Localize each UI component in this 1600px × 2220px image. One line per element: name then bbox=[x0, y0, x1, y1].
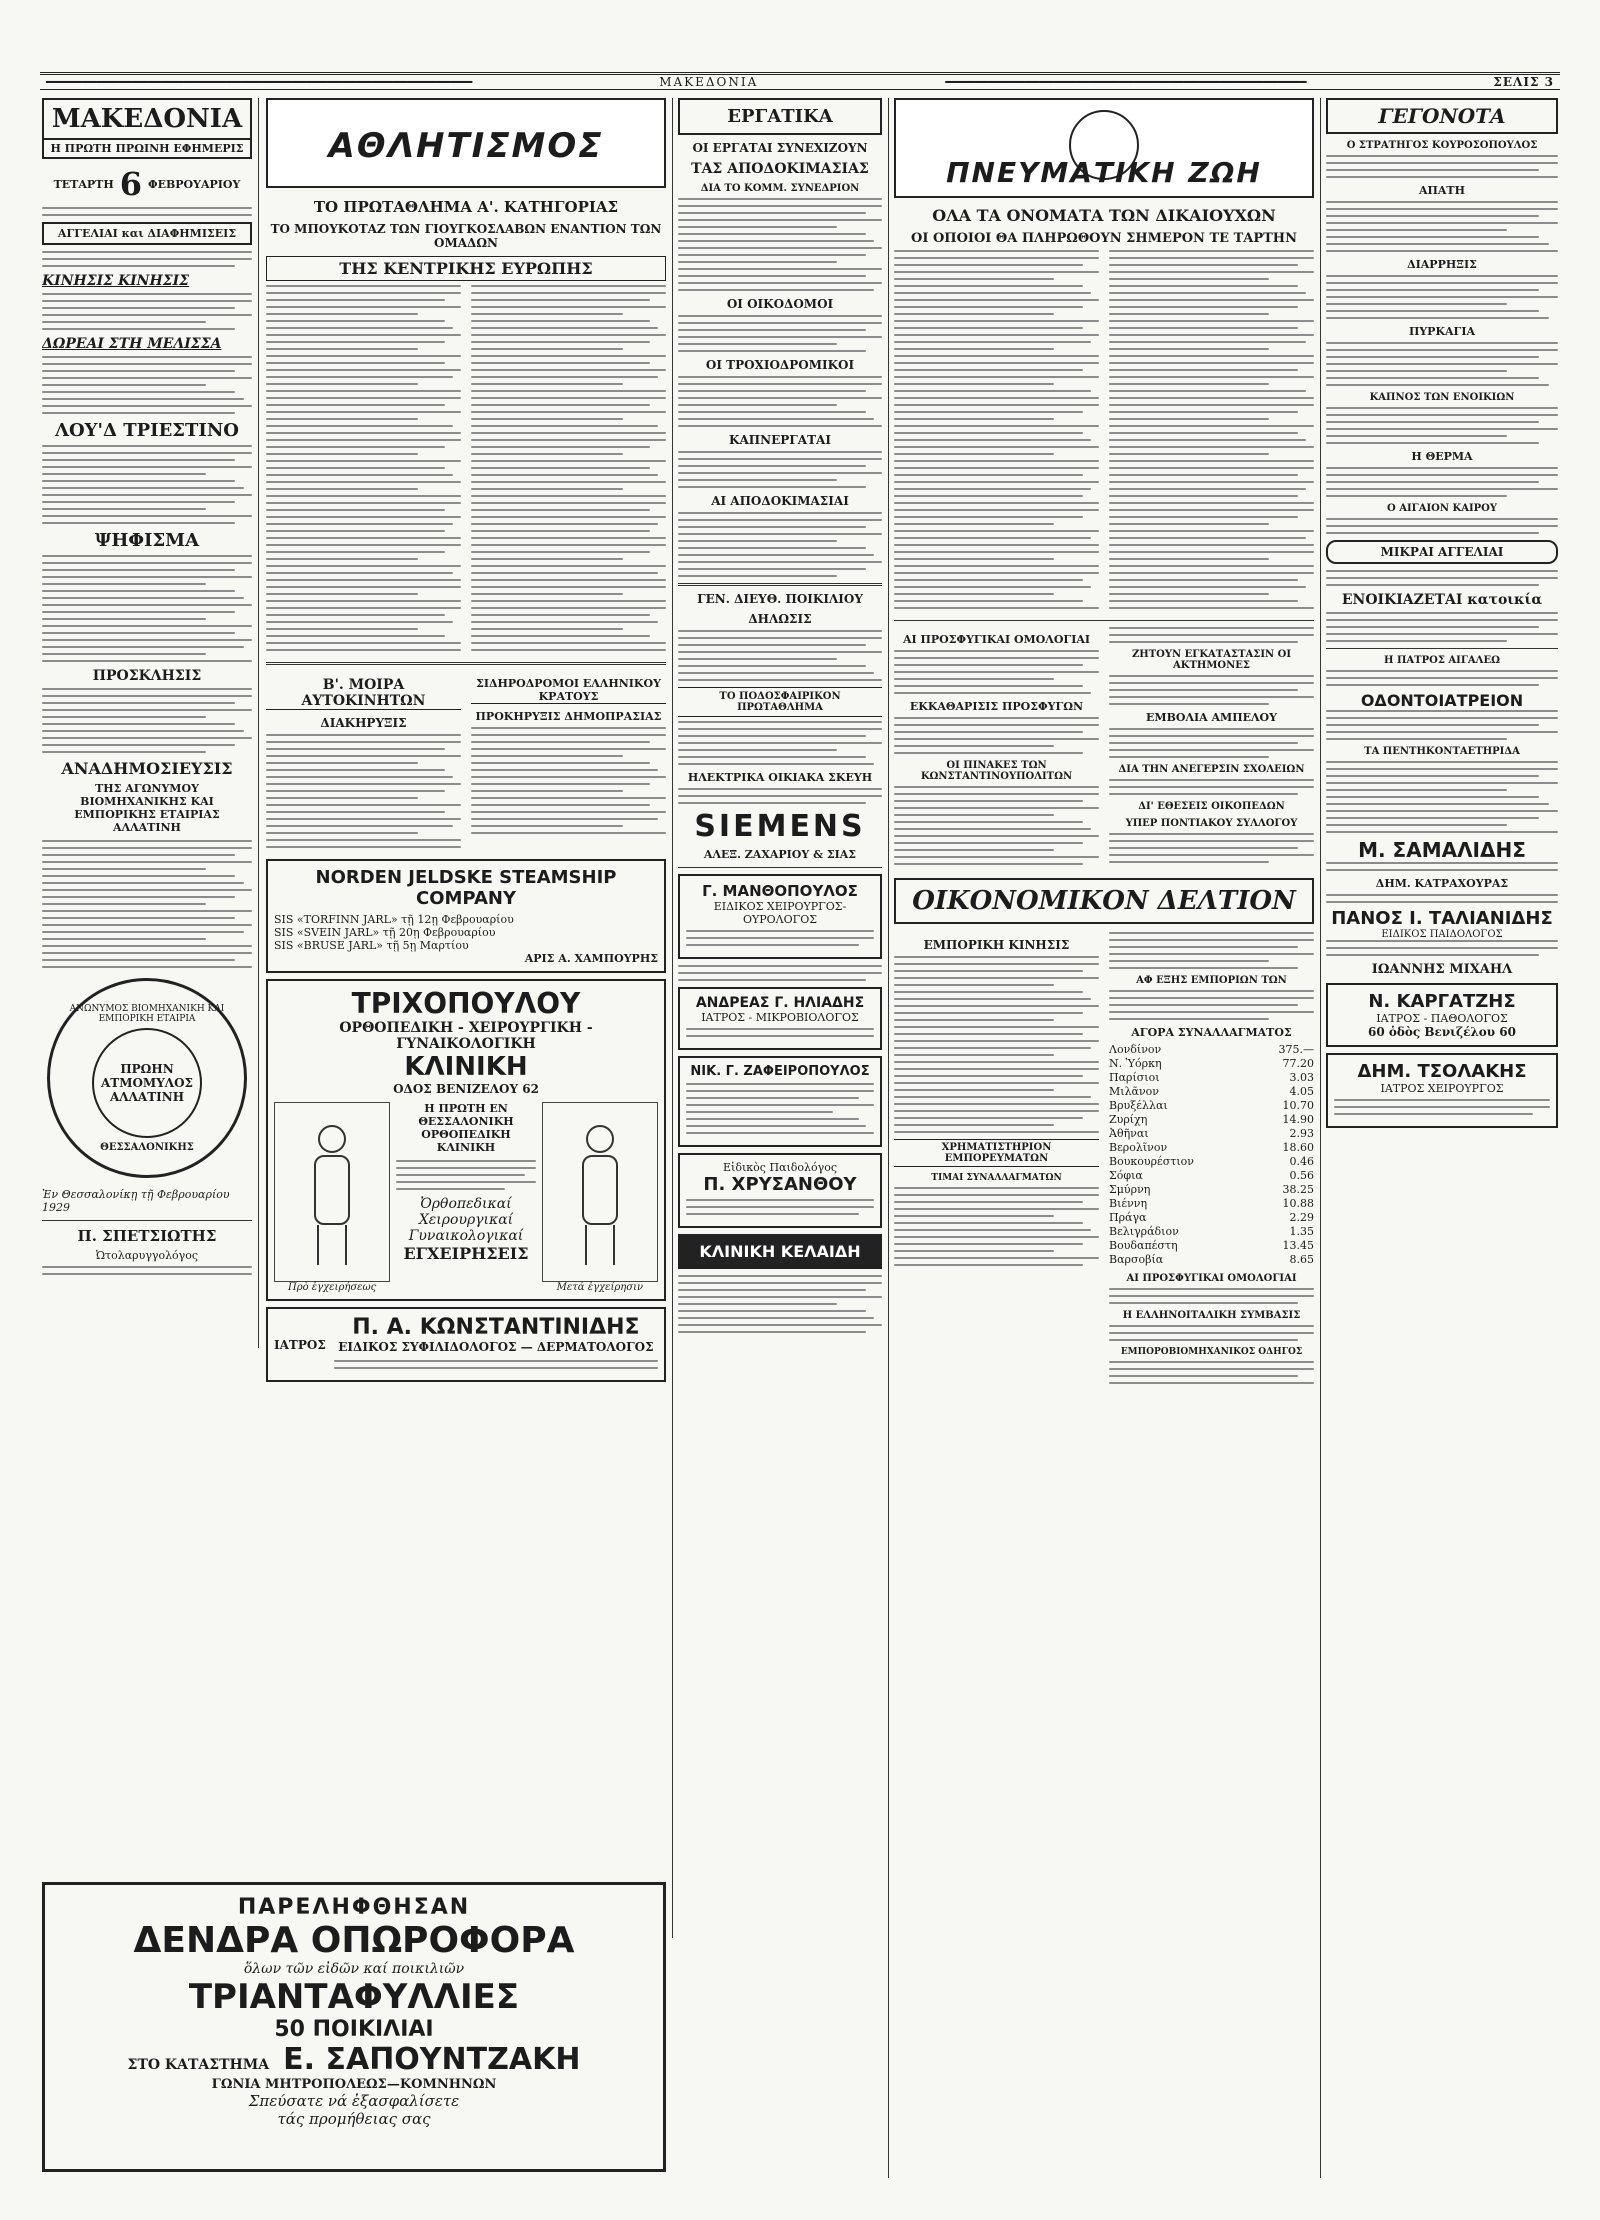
rate-city: Βελιγράδιον bbox=[1109, 1225, 1179, 1238]
chrysanthou-name: Π. ΧΡΥΣΑΝΘΟΥ bbox=[703, 1174, 857, 1195]
body-text bbox=[678, 1275, 882, 1333]
clinic-address: ΟΔΟΣ ΒΕΝΙΖΕΛΟΥ 62 bbox=[393, 1082, 539, 1096]
body-text bbox=[686, 930, 874, 946]
heading-kapnos: ΚΑΠΝΟΣ ΤΩΝ ΕΝΟΙΚΙΩΝ bbox=[1369, 392, 1515, 403]
kelaidi-ad bbox=[678, 1234, 882, 1269]
body-text bbox=[1326, 275, 1558, 319]
exchange-rate-row bbox=[1109, 1141, 1314, 1155]
news-row bbox=[894, 627, 1314, 870]
manthopoulos-specialty: ΕΙΔΙΚΟΣ ΧΕΙΡΟΥΡΓΟΣ-ΟΥΡΟΛΟΓΟΣ bbox=[713, 900, 847, 926]
talianidis-name: ΠΑΝΟΣ Ι. ΤΑΛΙΑΝΙΔΗΣ bbox=[1331, 908, 1553, 929]
seal-city: ΘΕΣΣΑΛΟΝΙΚΗΣ bbox=[100, 1141, 194, 1153]
rate-value: 0.46 bbox=[1289, 1155, 1314, 1168]
norden-title: NORDEN JELDSKE STEAMSHIP bbox=[315, 867, 617, 888]
rate-value: 2.93 bbox=[1289, 1127, 1314, 1140]
kargatzis-ad bbox=[1326, 983, 1558, 1047]
zafeiropoulos-name: ΝΙΚ. Γ. ΖΑΦΕΙΡΟΠΟΥΛΟΣ bbox=[690, 1064, 870, 1079]
column-3 bbox=[678, 98, 882, 2178]
body-text bbox=[1326, 710, 1558, 740]
headline-3: ΤΗΣ ΚΕΝΤΡΙΚΗΣ ΕΥΡΩΠΗΣ bbox=[266, 256, 666, 281]
divider bbox=[1326, 648, 1558, 649]
body-text bbox=[1334, 1099, 1550, 1115]
heading-moira: Β'. ΜΟΙΡΑ ΑΥΤΟΚΙΝΗΤΩΝ bbox=[266, 677, 461, 710]
economic-right bbox=[1109, 932, 1314, 1389]
masthead: ΜΑΚΕΔΟΝΙΑ bbox=[42, 98, 252, 140]
body-text bbox=[42, 251, 252, 267]
patient-figure bbox=[297, 1125, 367, 1275]
body-text bbox=[1109, 627, 1314, 643]
talianidis-specialty: ΕΙΔΙΚΟΣ ΠΑΙΔΟΛΟΓΟΣ bbox=[1381, 929, 1503, 940]
clinic-body bbox=[274, 1102, 658, 1293]
kelaidi-name: ΚΛΙΝΙΚΗ ΚΕΛΑΙΔΗ bbox=[699, 1242, 861, 1261]
body-text bbox=[678, 315, 882, 352]
body-text bbox=[42, 207, 252, 216]
heading-diarrixis: ΔΙΑΡΡΗΞΙΣ bbox=[1407, 258, 1477, 271]
spiritual-life-banner bbox=[894, 98, 1314, 198]
ad-store-line bbox=[55, 2042, 653, 2077]
rail-notice bbox=[471, 671, 666, 853]
body-text bbox=[678, 512, 882, 577]
heading-apodokimasiai: ΑΙ ΑΠΟΔΟΚΙΜΑΣΙΑΙ bbox=[711, 494, 849, 508]
manthopoulos-name: Γ. ΜΑΝΘΟΠΟΥΛΟΣ bbox=[702, 882, 858, 900]
konst-body bbox=[334, 1315, 658, 1374]
exchange-rate-row bbox=[1109, 1225, 1314, 1239]
heading-anadimosieusis-sub: ΤΗΣ ΑΓΩΝΥΜΟΥ ΒΙΟΜΗΧΑΝΙΚΗΣ ΚΑΙ ΕΜΠΟΡΙΚΗΣ ΕΤΑΙΡΙΑΣ ΑΛΛΑΤΙΝΗ bbox=[74, 782, 220, 834]
body-text bbox=[266, 285, 461, 656]
small-ads-banner: ΜΙΚΡΑΙ ΑΓΓΕΛΙΑΙ bbox=[1326, 540, 1558, 564]
company-seal bbox=[47, 978, 247, 1178]
kargatzis-address: 60 ὁδὸς Βενιζέλου 60 bbox=[1368, 1025, 1516, 1039]
ad-line-6b: Ε. ΣΑΠΟΥΝΤΖΑΚΗ bbox=[283, 2042, 581, 2077]
dentist-name: ΟΔΟΝΤΟΙΑΤΡΕΙΟΝ bbox=[1360, 691, 1524, 710]
zafeiropoulos-ad bbox=[678, 1056, 882, 1147]
heading-odigos: ΕΜΠΟΡΟΒΙΟΜΗΧΑΝΙΚΟΣ ΟΔΗΓΟΣ bbox=[1120, 1347, 1303, 1357]
body-text bbox=[1109, 728, 1314, 758]
rate-city: Σμύρνη bbox=[1109, 1183, 1151, 1196]
seal-inner-text: ΠΡΩΗΝ ΑΤΜΟΜΥΛΟΣ ΑΛΛΑΤΙΝΗ bbox=[100, 1061, 194, 1104]
body-text bbox=[686, 1083, 874, 1134]
manthopoulos-ad bbox=[678, 874, 882, 959]
body-text bbox=[1326, 518, 1558, 534]
body-text bbox=[471, 727, 666, 834]
ad-line-2: ΔΕΝΔΡΑ ΟΠΩΡΟΦΟΡΑ bbox=[133, 1920, 575, 1961]
exchange-rate-row bbox=[1109, 1239, 1314, 1253]
heading-dilosis: ΔΗΛΩΣΙΣ bbox=[748, 612, 812, 626]
heading-pinakes: ΟΙ ΠΙΝΑΚΕΣ ΤΩΝ ΚΩΝΣΤΑΝΤΙΝΟΥΠΟΛΙΤΩΝ bbox=[920, 760, 1073, 782]
clinic-op-3: Γυναικολογικαί bbox=[408, 1228, 524, 1244]
rate-city: Βερολῖνον bbox=[1109, 1141, 1168, 1154]
headline-1: ΟΙ ΕΡΓΑΤΑΙ ΣΥΝΕΧΙΖΟΥΝ bbox=[692, 141, 868, 155]
norden-sailing-3: SIS «BRUSE JARL» τῇ 5ῃ Μαρτίου bbox=[274, 939, 469, 952]
divider bbox=[678, 867, 882, 868]
doctor-specialty: Ὠτολαρυγγολόγος bbox=[95, 1249, 199, 1262]
heading-prosfygikai: ΑΙ ΠΡΟΣΦΥΓΙΚΑΙ ΟΜΟΛΟΓΙΑΙ bbox=[902, 633, 1091, 646]
mixail-name: ΙΩΑΝΝΗΣ ΜΙΧΑΗΛ bbox=[1371, 962, 1513, 977]
headline-2: ΤΑΣ ΑΠΟΔΟΚΙΜΑΣΙΑΣ bbox=[691, 161, 869, 177]
body-text bbox=[1326, 467, 1558, 497]
body-text bbox=[1326, 894, 1558, 903]
spiritual-life-title: ΠΝΕΥΜΑΤΙΚΗ ΖΩΗ bbox=[946, 156, 1262, 189]
article-columns bbox=[266, 285, 666, 656]
body-text bbox=[1326, 670, 1558, 686]
body-text bbox=[1326, 201, 1558, 252]
ad-line-5: 50 ΠΟΙΚΙΛΙΑΙ bbox=[274, 2017, 434, 2042]
body-text bbox=[42, 555, 252, 662]
iliadis-specialty: ΙΑΤΡΟΣ - ΜΙΚΡΟΒΙΟΛΟΓΟΣ bbox=[701, 1011, 859, 1024]
news-right bbox=[1109, 627, 1314, 870]
rate-value: 375.— bbox=[1278, 1043, 1314, 1056]
header-rule-left: ━━━━━━━━━━━━━━━━━━━━━━━━━━━━━━━━━━━━━━━━━━━━━━━━━━━━━━━━━━━ bbox=[46, 75, 473, 89]
body-text bbox=[686, 1028, 874, 1037]
heading-ekkatharisi: ΕΚΚΑΘΑΡΙΣΙΣ ΠΡΟΣΦΥΓΩΝ bbox=[909, 700, 1084, 713]
rate-city: Ζυρίχη bbox=[1109, 1113, 1148, 1126]
heading-kapnergatai: ΚΑΠΝΕΡΓΑΤΑΙ bbox=[729, 433, 831, 447]
heading-pentikontaetiris: ΤΑ ΠΕΝΤΗΚΟΝΤΑΕΤΗΡΙΔΑ bbox=[1364, 746, 1520, 757]
body-text bbox=[42, 445, 252, 524]
body-text bbox=[42, 1266, 252, 1275]
ad-line-6a: ΣΤΟ ΚΑΤΑΣΤΗΜΑ bbox=[127, 2057, 270, 2073]
page-number: ΣΕΛΙΣ 3 bbox=[1493, 75, 1554, 89]
kargatzis-specialty: ΙΑΤΡΟΣ - ΠΑΘΟΛΟΓΟΣ bbox=[1376, 1012, 1508, 1025]
heading-tourkia: ΑΦ ΕΞΗΣ ΕΜΠΟΡΙΩΝ ΤΩΝ bbox=[1136, 975, 1287, 986]
rate-city: Βουκουρέστιον bbox=[1109, 1155, 1194, 1168]
body-text bbox=[1326, 612, 1558, 642]
heading-apati: ΑΠΑΤΗ bbox=[1418, 184, 1466, 197]
rate-city: Βιέννη bbox=[1109, 1197, 1148, 1210]
iliadis-ad bbox=[678, 987, 882, 1050]
body-text bbox=[42, 356, 252, 414]
body-text bbox=[1109, 990, 1314, 1020]
body-text bbox=[42, 688, 252, 753]
body-text bbox=[471, 285, 666, 656]
body-text bbox=[894, 956, 1099, 1133]
rate-value: 2.29 bbox=[1289, 1211, 1314, 1224]
rate-city: Πράγα bbox=[1109, 1211, 1147, 1224]
electric-heading: ΗΛΕΚΤΡΙΚΑ ΟΙΚΙΑΚΑ ΣΚΕΥΗ bbox=[687, 771, 873, 784]
signed-date: Ἐν Θεσσαλονίκῃ τῇ Φεβρουαρίου 1929 bbox=[42, 1188, 230, 1214]
patient-figure bbox=[565, 1125, 635, 1275]
rate-value: 14.90 bbox=[1282, 1113, 1314, 1126]
header-title: ΜΑΚΕΔΟΝΙΑ bbox=[659, 75, 759, 89]
heading-kourosopoulos: Ο ΣΤΡΑΤΗΓΟΣ ΚΟΥΡΟΣΟΠΟΥΛΟΣ bbox=[1346, 140, 1538, 151]
article-columns bbox=[894, 250, 1314, 614]
tsolakis-name: ΔΗΜ. ΤΣΟΛΑΚΗΣ bbox=[1357, 1061, 1527, 1082]
events-section: ΓΕΓΟΝΟΤΑ bbox=[1326, 98, 1558, 134]
body-text bbox=[686, 1199, 874, 1215]
katraxouras-name: ΔΗΜ. ΚΑΤΡΑΧΟΥΡΑΣ bbox=[1375, 877, 1509, 890]
headline-1: ΤΟ ΠΡΩΤΑΘΛΗΜΑ Α'. ΚΑΤΗΓΟΡΙΑΣ bbox=[313, 198, 619, 216]
exchange-rate-row bbox=[1109, 1113, 1314, 1127]
notices-row bbox=[266, 671, 666, 853]
body-text bbox=[678, 788, 882, 804]
economic-row bbox=[894, 932, 1314, 1389]
konst-prefix: ΙΑΤΡΟΣ bbox=[274, 1337, 326, 1352]
norden-company: COMPANY bbox=[416, 888, 516, 909]
column-rule bbox=[672, 98, 673, 1938]
siemens-agent: ΑΛΕΞ. ΖΑΧΑΡΙΟΥ & ΣΙΑΣ bbox=[703, 848, 857, 861]
heading-rail-sub: ΠΡΟΚΗΡΥΞΙΣ ΔΗΜΟΠΡΑΣΙΑΣ bbox=[475, 710, 662, 723]
rent-heading: ΕΝΟΙΚΙΑΖΕΤΑΙ κατοικία bbox=[1341, 592, 1543, 608]
rate-value: 77.20 bbox=[1282, 1057, 1314, 1070]
ad-line-1: ΠΑΡΕΛΗΦΘΗΣΑΝ bbox=[237, 1895, 471, 1920]
divider bbox=[42, 1220, 252, 1221]
heading-proklisis: ΠΡΟΣΚΛΗΣΙΣ bbox=[92, 668, 202, 684]
doctor-name: Π. ΣΠΕΤΣΙΩΤΗΣ bbox=[77, 1227, 217, 1245]
body-text bbox=[42, 293, 252, 330]
heading-emvolia: ΕΜΒΟΛΙΑ ΑΜΠΕΛΟΥ bbox=[1146, 711, 1277, 724]
clinic-op-1: Ὀρθοπεδικαί bbox=[420, 1196, 512, 1212]
economic-bulletin-banner: ΟΙΚΟΝΟΜΙΚΟΝ ΔΕΛΤΙΟΝ bbox=[894, 878, 1314, 924]
heading-oikodomoi: ΟΙ ΟΙΚΟΔΟΜΟΙ bbox=[726, 297, 834, 311]
exchange-rate-row bbox=[1109, 1071, 1314, 1085]
headline-2: ΟΙ ΟΠΟΙΟΙ ΘΑ ΠΛΗΡΩΘΟΥΝ ΣΗΜΕΡΟΝ ΤΕ ΤΑΡΤΗΝ bbox=[911, 231, 1297, 246]
heading-movement: ΚΙΝΗΣΙΣ ΚΙΝΗΣΙΣ bbox=[42, 273, 190, 289]
exchange-rate-row bbox=[1109, 1197, 1314, 1211]
clinic-illustration bbox=[274, 1102, 390, 1282]
body-text bbox=[1109, 1361, 1314, 1384]
date-day: ΤΕΤΑΡΤΗ bbox=[53, 177, 114, 191]
rate-value: 1.35 bbox=[1289, 1225, 1314, 1238]
sports-banner bbox=[266, 98, 666, 188]
body-text bbox=[42, 840, 252, 968]
clinic-text bbox=[396, 1102, 536, 1293]
rate-city: Βρυξέλλαι bbox=[1109, 1099, 1168, 1112]
body-text bbox=[1326, 570, 1558, 586]
rate-city: Λονδίνον bbox=[1109, 1043, 1162, 1056]
body-text bbox=[678, 721, 882, 765]
exchange-rate-row bbox=[1109, 1155, 1314, 1169]
body-text bbox=[678, 965, 882, 981]
body-text bbox=[334, 1360, 658, 1369]
clinic-figure-before bbox=[274, 1102, 390, 1293]
date-number: 6 bbox=[119, 165, 143, 203]
heading-pyrkagia: ΠΥΡΚΑΓΙΑ bbox=[1408, 325, 1476, 338]
column-rule bbox=[888, 98, 889, 2178]
rate-value: 18.60 bbox=[1282, 1141, 1314, 1154]
ads-info-box: ΑΓΓΕΛΙΑΙ και ΔΙΑΦΗΜΙΣΕΙΣ bbox=[42, 222, 252, 245]
rate-value: 8.65 bbox=[1289, 1253, 1314, 1266]
clinic-first: Η ΠΡΩΤΗ ΕΝ ΘΕΣΣΑΛΟΝΙΚΗ ΟΡΘΟΠΕΔΙΚΗ ΚΛΙΝΙΚΗ bbox=[418, 1102, 514, 1154]
body-text bbox=[1109, 1325, 1314, 1341]
heading-therma: Η ΘΕΡΜΑ bbox=[1411, 450, 1473, 463]
column-5 bbox=[1326, 98, 1558, 2178]
body-text bbox=[396, 1160, 536, 1190]
heading-prosfygikai-om: ΑΙ ΠΡΟΣΦΥΓΙΚΑΙ ΟΜΟΛΟΓΙΑΙ bbox=[1126, 1273, 1297, 1284]
heading-ellinoitaliki: Η ΕΛΛΗΝΟΙΤΑΛΙΚΗ ΣΥΜΒΑΣΙΣ bbox=[1122, 1310, 1301, 1321]
rate-city: Ἀθῆναι bbox=[1109, 1127, 1149, 1140]
body-text bbox=[1109, 833, 1314, 863]
news-left bbox=[894, 627, 1099, 870]
header-rule-right: ━━━━━━━━━━━━━━━━━━━━━━━━━━━━━━━━━━━━━━━━━━━━━━━━━━ bbox=[945, 75, 1307, 89]
heading-lloyd: ΛΟΥ'Δ ΤΡΙΕΣΤΙΝΟ bbox=[55, 420, 239, 441]
rate-city: Βουδαπέστη bbox=[1109, 1239, 1178, 1252]
ad-line-4: ΤΡΙΑΝΤΑΦΥΛΛΙΕΣ bbox=[188, 1977, 520, 2017]
heading-moira-sub: ΔΙΑΚΗΡΥΞΙΣ bbox=[320, 716, 407, 730]
trichopoulou-clinic-ad bbox=[266, 979, 666, 1301]
headline-2: ΤΟ ΜΠΟΥΚΟΤΑΖ ΤΩΝ ΓΙΟΥΓΚΟΣΛΑΒΩΝ ΕΝΑΝΤΙΟΝ ΤΩΝ ΟΜΑΔΩΝ bbox=[270, 222, 662, 250]
heading-oikopedon: ΔΙ' ΕΘΕΣΕΙΣ ΟΙΚΟΠΕΔΩΝ bbox=[1138, 801, 1285, 812]
fruit-trees-ad bbox=[42, 1882, 666, 2172]
rate-city: Ν. Ὑόρκη bbox=[1109, 1057, 1162, 1070]
body-text bbox=[1326, 155, 1558, 178]
exchange-rate-row bbox=[1109, 1211, 1314, 1225]
ad-line-7: ΓΩΝΙΑ ΜΗΤΡΟΠΟΛΕΩΣ—ΚΟΜΝΗΝΩΝ bbox=[211, 2077, 497, 2092]
body-text bbox=[894, 250, 1099, 614]
ad-line-3: ὅλων τῶν εἰδῶν καί ποικιλιῶν bbox=[243, 1961, 465, 1977]
body-text bbox=[894, 650, 1099, 694]
rate-value: 10.70 bbox=[1282, 1099, 1314, 1112]
konst-specialty: ΕΙΔΙΚΟΣ ΣΥΦΙΛΙΔΟΛΟΓΟΣ — ΔΕΡΜΑΤΟΛΟΓΟΣ bbox=[338, 1340, 654, 1354]
heading-rail: ΣΙΔΗΡΟΔΡΟΜΟΙ ΕΛΛΗΝΙΚΟΥ ΚΡΑΤΟΥΣ bbox=[471, 677, 666, 704]
exchange-rate-row bbox=[1109, 1057, 1314, 1071]
heading-aigaleo: Η ΠΑΤΡΟΣ ΑΙΓΑΛΕΩ bbox=[1384, 655, 1500, 666]
heading-kairou: Ο ΑΙΓΑΙΟΝ ΚΑΙΡΟΥ bbox=[1387, 503, 1497, 514]
body-text bbox=[1326, 940, 1558, 956]
konstantinidis-ad bbox=[266, 1307, 666, 1382]
rate-value: 13.45 bbox=[1282, 1239, 1314, 1252]
column-4 bbox=[894, 98, 1314, 2178]
exchange-rate-row bbox=[1109, 1043, 1314, 1057]
exchange-rate-row bbox=[1109, 1085, 1314, 1099]
body-text bbox=[1109, 779, 1314, 795]
body-text bbox=[266, 734, 461, 848]
body-text bbox=[1326, 862, 1558, 871]
body-text bbox=[1109, 250, 1314, 614]
body-text bbox=[1326, 407, 1558, 444]
heading-anadimosieusis: ΑΝΑΔΗΜΟΣΙΕΥΣΙΣ bbox=[61, 759, 233, 778]
exchange-rate-row bbox=[1109, 1253, 1314, 1267]
headline-3: ΔΙΑ ΤΟ ΚΟΜΜ. ΣΥΝΕΔΡΙΟΝ bbox=[700, 183, 860, 194]
masthead-subtitle: Η ΠΡΩΤΗ ΠΡΩΙΝΗ ΕΦΗΜΕΡΙΣ bbox=[42, 140, 252, 159]
heading-agora: ΑΓΟΡΑ ΣΥΝΑΛΛΑΓΜΑΤΟΣ bbox=[1131, 1026, 1292, 1039]
divider bbox=[678, 583, 882, 586]
exchange-rates-table bbox=[1109, 1043, 1314, 1267]
clinic-specialties: ΟΡΘΟΠΕΔΙΚΗ - ΧΕΙΡΟΥΡΓΙΚΗ - ΓΥΝΑΙΚΟΛΟΓΙΚΗ bbox=[339, 1020, 593, 1052]
column-rule bbox=[1320, 98, 1321, 2178]
clinic-name: ΤΡΙΧΟΠΟΥΛΟΥ bbox=[351, 987, 581, 1020]
siemens-logo: SIEMENS bbox=[694, 809, 866, 844]
divider bbox=[266, 662, 666, 665]
exchange-rate-row bbox=[1109, 1183, 1314, 1197]
body-text bbox=[1109, 932, 1314, 969]
heading-doreai: ΔΩΡΕΑΙ ΣΤΗ ΜΕΛΙΣΣΑ bbox=[42, 336, 222, 352]
rate-value: 10.88 bbox=[1282, 1197, 1314, 1210]
heading-zitoun: ΖΗΤΟΥΝ ΕΓΚΑΤΑΣΤΑΣΙΝ ΟΙ ΑΚΤΗΜΟΝΕΣ bbox=[1131, 649, 1292, 671]
body-text bbox=[678, 376, 882, 427]
norden-sailing-2: SIS «SVEIN JARL» τῇ 20ῃ Φεβρουαρίου bbox=[274, 926, 496, 939]
heading-xrimatistirion-sub: ΤΙΜΑΙ ΣΥΝΑΛΛΑΓΜΑΤΩΝ bbox=[931, 1173, 1062, 1183]
exchange-rate-row bbox=[1109, 1099, 1314, 1113]
rate-value: 4.05 bbox=[1289, 1085, 1314, 1098]
zamalidis-name: Μ. ΣΑΜΑΛΙΔΗΣ bbox=[1358, 838, 1526, 862]
body-text bbox=[1109, 675, 1314, 705]
body-text bbox=[894, 1187, 1099, 1266]
ad-line-9: τάς προμήθειας σας bbox=[277, 2110, 431, 2128]
heading-pontiakon: ΥΠΕΡ ΠΟΝΤΙΑΚΟΥ ΣΥΛΛΟΓΟΥ bbox=[1125, 818, 1298, 829]
tsolakis-specialty: ΙΑΤΡΟΣ ΧΕΙΡΟΥΡΓΟΣ bbox=[1380, 1082, 1504, 1095]
body-text bbox=[894, 786, 1099, 865]
heading-emporiki: ΕΜΠΟΡΙΚΗ ΚΙΝΗΣΙΣ bbox=[923, 938, 1070, 952]
column-1 bbox=[42, 98, 252, 1478]
body-text bbox=[1109, 1288, 1314, 1304]
body-text bbox=[678, 198, 882, 291]
rate-value: 3.03 bbox=[1289, 1071, 1314, 1084]
clinic-op-4: ΕΓΧΕΙΡΗΣΕΙΣ bbox=[403, 1244, 529, 1263]
economic-left bbox=[894, 932, 1099, 1389]
rate-city: Παρίσιοι bbox=[1109, 1071, 1160, 1084]
tsolakis-ad bbox=[1326, 1053, 1558, 1128]
sports-banner-title: ΑΘΛΗΤΙΣΜΟΣ bbox=[328, 126, 604, 166]
konst-name: Π. Α. ΚΩΝΣΤΑΝΤΙΝΙΔΗΣ bbox=[352, 1315, 640, 1340]
heading-protathlima: ΤΟ ΠΟΔΟΣΦΑΙΡΙΚΟΝ ΠΡΩΤΑΘΛΗΜΑ bbox=[678, 687, 882, 717]
clinic-figure-after bbox=[542, 1102, 658, 1293]
seal-inner bbox=[92, 1028, 202, 1138]
kargatzis-name: Ν. ΚΑΡΓΑΤΖΗΣ bbox=[1368, 991, 1516, 1012]
body-text bbox=[1326, 761, 1558, 833]
rate-city: Βαρσοβία bbox=[1109, 1253, 1164, 1266]
ad-line-8: Σπεύσατε νά ἐξασφαλίσετε bbox=[248, 2092, 460, 2110]
rate-value: 0.56 bbox=[1289, 1169, 1314, 1182]
rate-city: Σόφια bbox=[1109, 1169, 1143, 1182]
chrysanthou-specialty: Εἰδικὸς Παιδολόγος bbox=[723, 1161, 837, 1174]
page-header-bar bbox=[40, 72, 1560, 90]
body-text bbox=[1326, 342, 1558, 386]
date-month: ΦΕΒΡΟΥΑΡΙΟΥ bbox=[148, 177, 241, 191]
body-text bbox=[678, 451, 882, 488]
labor-section: ΕΡΓΑΤΙΚΑ bbox=[678, 98, 882, 135]
norden-sailing-1: SIS «TORFINN JARL» τῇ 12ῃ Φεβρουαρίου bbox=[274, 913, 514, 926]
heading-troxodromikoi: ΟΙ ΤΡΟΧΙΟΔΡΟΜΙΚΟΙ bbox=[705, 358, 855, 372]
exchange-rate-row bbox=[1109, 1127, 1314, 1141]
clinic-word: ΚΛΙΝΙΚΗ bbox=[404, 1052, 528, 1082]
norden-ad bbox=[266, 859, 666, 973]
clinic-illustration bbox=[542, 1102, 658, 1282]
heading-anegersi: ΔΙΑ ΤΗΝ ΑΝΕΓΕΡΣΙΝ ΣΧΟΛΕΙΩΝ bbox=[1118, 764, 1305, 775]
heading-xrimatistirion: ΧΡΗΜΑΤΙΣΤΗΡΙΟΝ ΕΜΠΟΡΕΥΜΑΤΩΝ bbox=[894, 1139, 1099, 1167]
caption-before: Πρὸ ἐγχειρήσεως bbox=[287, 1282, 377, 1293]
caption-after: Μετά ἐγχείρησιν bbox=[556, 1282, 644, 1293]
column-rule bbox=[258, 98, 259, 1348]
moira-notice bbox=[266, 671, 461, 853]
rate-value: 38.25 bbox=[1282, 1183, 1314, 1196]
seal-outer-text: ΑΝΩΝΥΜΟΣ ΒΙΟΜΗΧΑΝΙΚΗ ΚΑΙ ΕΜΠΟΡΙΚΗ ΕΤΑΙΡΙΑ bbox=[69, 1003, 225, 1024]
heading-dieuthynsi: ΓΕΝ. ΔΙΕΥΘ. ΠΟΙΚΙΛΙΟΥ bbox=[697, 592, 863, 606]
exchange-rate-row bbox=[1109, 1169, 1314, 1183]
chrysanthou-ad bbox=[678, 1153, 882, 1228]
norden-agent: ΑΡΙΣ Α. ΧΑΜΠΟΥΡΗΣ bbox=[524, 952, 658, 965]
rate-city: Μιλᾶνον bbox=[1109, 1085, 1159, 1098]
clinic-op-2: Χειρουργικαί bbox=[418, 1212, 514, 1228]
column-2 bbox=[266, 98, 666, 1858]
divider bbox=[894, 620, 1314, 621]
body-text bbox=[894, 717, 1099, 754]
heading-psifisma: ΨΗΦΙΣΜΑ bbox=[94, 530, 200, 551]
body-text bbox=[678, 630, 882, 681]
issue-date bbox=[42, 165, 252, 203]
iliadis-name: ΑΝΔΡΕΑΣ Γ. ΗΛΙΑΔΗΣ bbox=[695, 995, 865, 1011]
headline-1: ΟΛΑ ΤΑ ΟΝΟΜΑΤΑ ΤΩΝ ΔΙΚΑΙΟΥΧΩΝ bbox=[932, 206, 1276, 225]
